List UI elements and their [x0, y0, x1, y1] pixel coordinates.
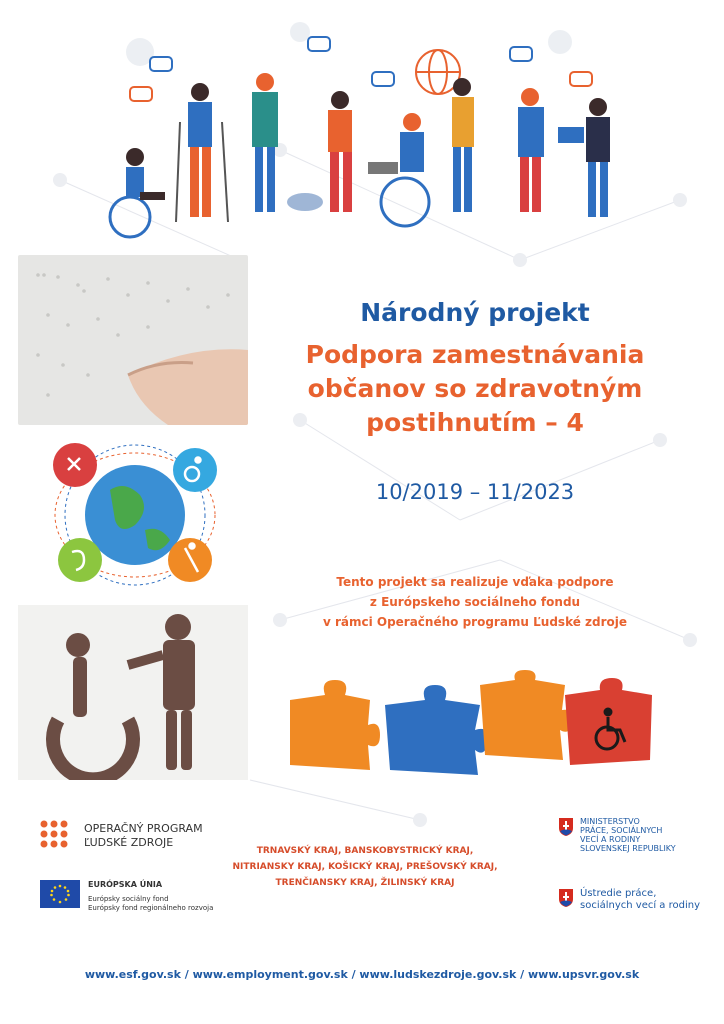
eu-heading: EURÓPSKA ÚNIA [88, 880, 163, 889]
eu-flag-icon [40, 880, 80, 908]
ministry-line: MINISTERSTVO [580, 817, 640, 826]
eu-label [88, 880, 213, 913]
ministry-line: PRÁCE, SOCIÁLNYCH [580, 826, 663, 835]
upsvr-coat-of-arms-icon [558, 888, 574, 908]
project-title-line: Podpora zamestnávania [305, 340, 645, 369]
ministry-label [580, 817, 676, 853]
ministry-line: VECÍ A RODINY [580, 835, 641, 844]
opz-line: ĽUDSKÉ ZDROJE [84, 836, 174, 849]
project-title [262, 338, 688, 440]
regions-line: NITRIANSKY KRAJ, KOŠICKÝ KRAJ, PREŠOVSKÝ KRAJ, [232, 862, 498, 872]
eu-line: Európsky fond regionálneho rozvoja [88, 904, 214, 912]
project-type-heading: Národný projekt [360, 298, 590, 327]
project-dates: 10/2019 – 11/2023 [375, 480, 575, 504]
globe-accessibility-icons [50, 440, 220, 590]
regions-list [230, 843, 500, 891]
eu-line: Európsky sociálny fond [88, 895, 169, 903]
slovak-coat-of-arms-icon [558, 817, 574, 837]
opz-label [84, 822, 203, 850]
footer-websites: www.esf.gov.sk / www.employment.gov.sk / www.ludskezdroje.gov.sk / www.upsvr.gov.sk [84, 968, 640, 981]
people-illustration [100, 12, 620, 242]
description-line: Tento projekt sa realizuje vďaka podpore [336, 575, 614, 589]
upsvr-label [580, 888, 700, 912]
opz-line: OPERAČNÝ PROGRAM [84, 822, 203, 835]
puzzle-pieces [280, 670, 660, 780]
opz-dots-logo [38, 818, 74, 854]
description-line: z Európskeho sociálneho fondu [369, 595, 581, 609]
regions-line: TRENČIANSKY KRAJ, ŽILINSKÝ KRAJ [275, 878, 455, 888]
funding-description [300, 572, 650, 632]
crowd-accessibility-photo [18, 605, 248, 780]
description-line: v rámci Operačného programu Ľudské zdroje [322, 615, 628, 629]
project-title-line: postihnutím – 4 [366, 408, 584, 437]
ministry-line: SLOVENSKEJ REPUBLIKY [580, 844, 676, 853]
upsvr-line: Ústredie práce, [580, 888, 657, 899]
regions-line: TRNAVSKÝ KRAJ, BANSKOBYSTRICKÝ KRAJ, [256, 846, 474, 856]
upsvr-line: sociálnych vecí a rodiny [580, 900, 701, 911]
project-title-line: občanov so zdravotným [307, 374, 643, 403]
braille-photo [18, 255, 248, 425]
